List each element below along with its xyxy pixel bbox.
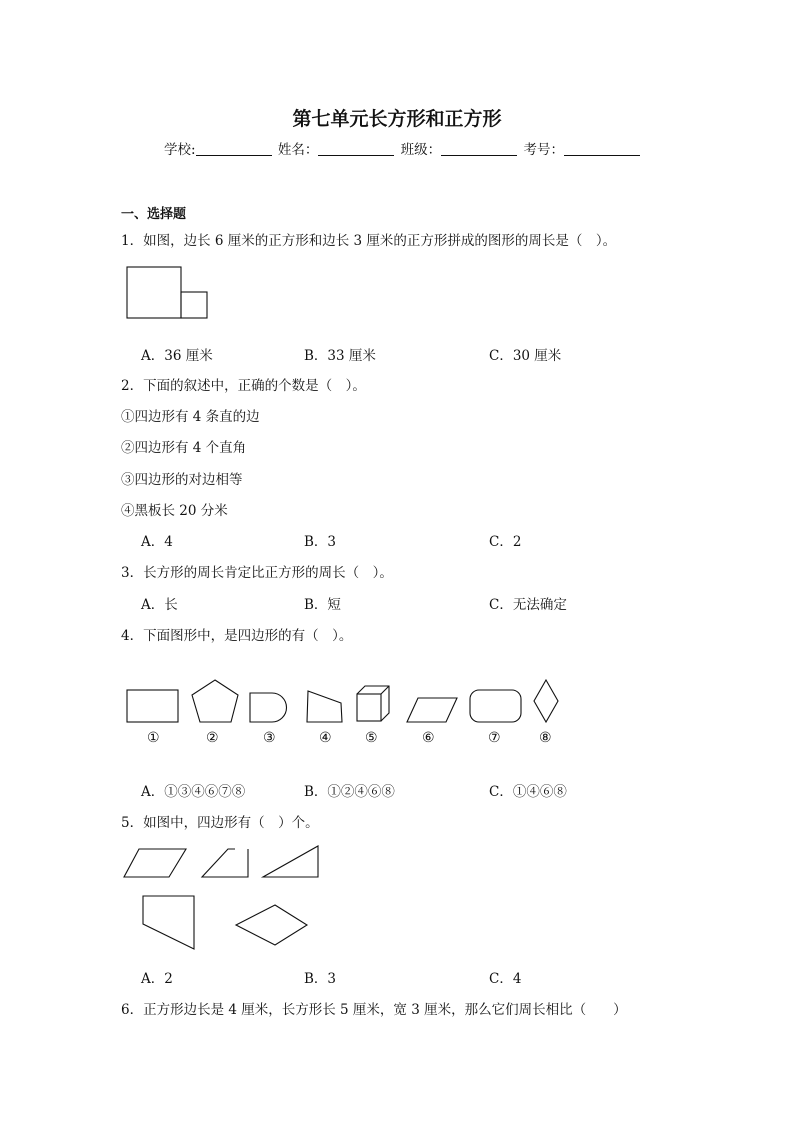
figure-6-parallelogram (407, 698, 457, 722)
figure-label-5: ⑤ (365, 730, 378, 746)
question-3-text: 3．长方形的周长肯定比正方形的周长（ ）。 (121, 565, 393, 581)
q4-option-c[interactable]: C．①④⑥⑧ (489, 784, 567, 800)
question-6-text: 6．正方形边长是 4 厘米，长方形长 5 厘米，宽 3 厘米，那么它们周长相比（ ） (121, 1002, 627, 1018)
q2-statement-2: ②四边形有 4 个直角 (121, 440, 247, 456)
figure-label-1: ① (147, 730, 160, 746)
question-4-text: 4．下面图形中，是四边形的有（ ）。 (121, 628, 353, 644)
question-4-figures (120, 676, 570, 746)
question-5-figures (118, 840, 328, 955)
figure-1-rectangle (127, 690, 178, 722)
page-title: 第七单元长方形和正方形 (292, 108, 502, 130)
q1-option-a[interactable]: A．36 厘米 (141, 348, 213, 364)
q2-statement-4: ④黑板长 20 分米 (121, 503, 228, 519)
figure-5-cube (357, 686, 389, 721)
figure-3-semicircle-shape (250, 693, 287, 722)
parallelogram-shape (124, 849, 186, 877)
q4-option-b[interactable]: B．①②④⑥⑧ (304, 784, 395, 800)
rhombus-shape (236, 905, 307, 945)
q1-option-c[interactable]: C．30 厘米 (489, 348, 562, 364)
id-label: 考号： (523, 142, 564, 158)
right-trapezoid-shape (143, 896, 194, 949)
id-blank[interactable] (564, 141, 640, 156)
q3-option-b[interactable]: B．短 (304, 597, 341, 613)
open-figure-shape (202, 849, 248, 877)
q2-option-c[interactable]: C．2 (489, 534, 522, 550)
q4-option-a[interactable]: A．①③④⑥⑦⑧ (141, 784, 246, 800)
question-5-text: 5．如图中，四边形有（ ）个。 (121, 815, 319, 831)
q5-option-a[interactable]: A．2 (141, 971, 173, 987)
question-2-text: 2．下面的叙述中，正确的个数是（ ）。 (121, 378, 366, 394)
small-square (181, 292, 207, 318)
school-blank[interactable] (196, 141, 272, 156)
question-1-text: 1．如图，边长 6 厘米的正方形和边长 3 厘米的正方形拼成的图形的周长是（ ）。 (121, 233, 617, 249)
triangle-shape (263, 846, 318, 877)
q5-option-b[interactable]: B．3 (304, 971, 337, 987)
student-info-line (164, 138, 642, 158)
q1-option-b[interactable]: B．33 厘米 (304, 348, 376, 364)
figure-label-8: ⑧ (539, 730, 552, 746)
figure-8-rhombus (534, 680, 558, 722)
q3-option-c[interactable]: C．无法确定 (489, 597, 567, 613)
name-label: 姓名： (277, 142, 319, 158)
q2-option-b[interactable]: B．3 (304, 534, 337, 550)
school-label: 学校: (164, 142, 196, 158)
name-blank[interactable] (318, 141, 394, 156)
q5-option-c[interactable]: C．4 (489, 971, 522, 987)
figure-2-pentagon (192, 680, 238, 722)
q2-statement-3: ③四边形的对边相等 (121, 472, 243, 488)
q2-statement-1: ①四边形有 4 条直的边 (121, 409, 260, 425)
large-square (127, 267, 181, 318)
figure-7-rounded-rectangle (470, 690, 521, 722)
question-1-figure (126, 266, 216, 322)
figure-label-2: ② (206, 730, 219, 746)
figure-label-3: ③ (263, 730, 276, 746)
figure-label-6: ⑥ (422, 730, 435, 746)
class-blank[interactable] (441, 141, 517, 156)
class-label: 班级： (400, 142, 442, 158)
figure-label-7: ⑦ (488, 730, 501, 746)
section-heading: 一、选择题 (121, 207, 187, 222)
figure-label-4: ④ (319, 730, 332, 746)
figure-4-quadrilateral (307, 691, 342, 722)
q3-option-a[interactable]: A．长 (141, 597, 178, 613)
q2-option-a[interactable]: A．4 (141, 534, 173, 550)
